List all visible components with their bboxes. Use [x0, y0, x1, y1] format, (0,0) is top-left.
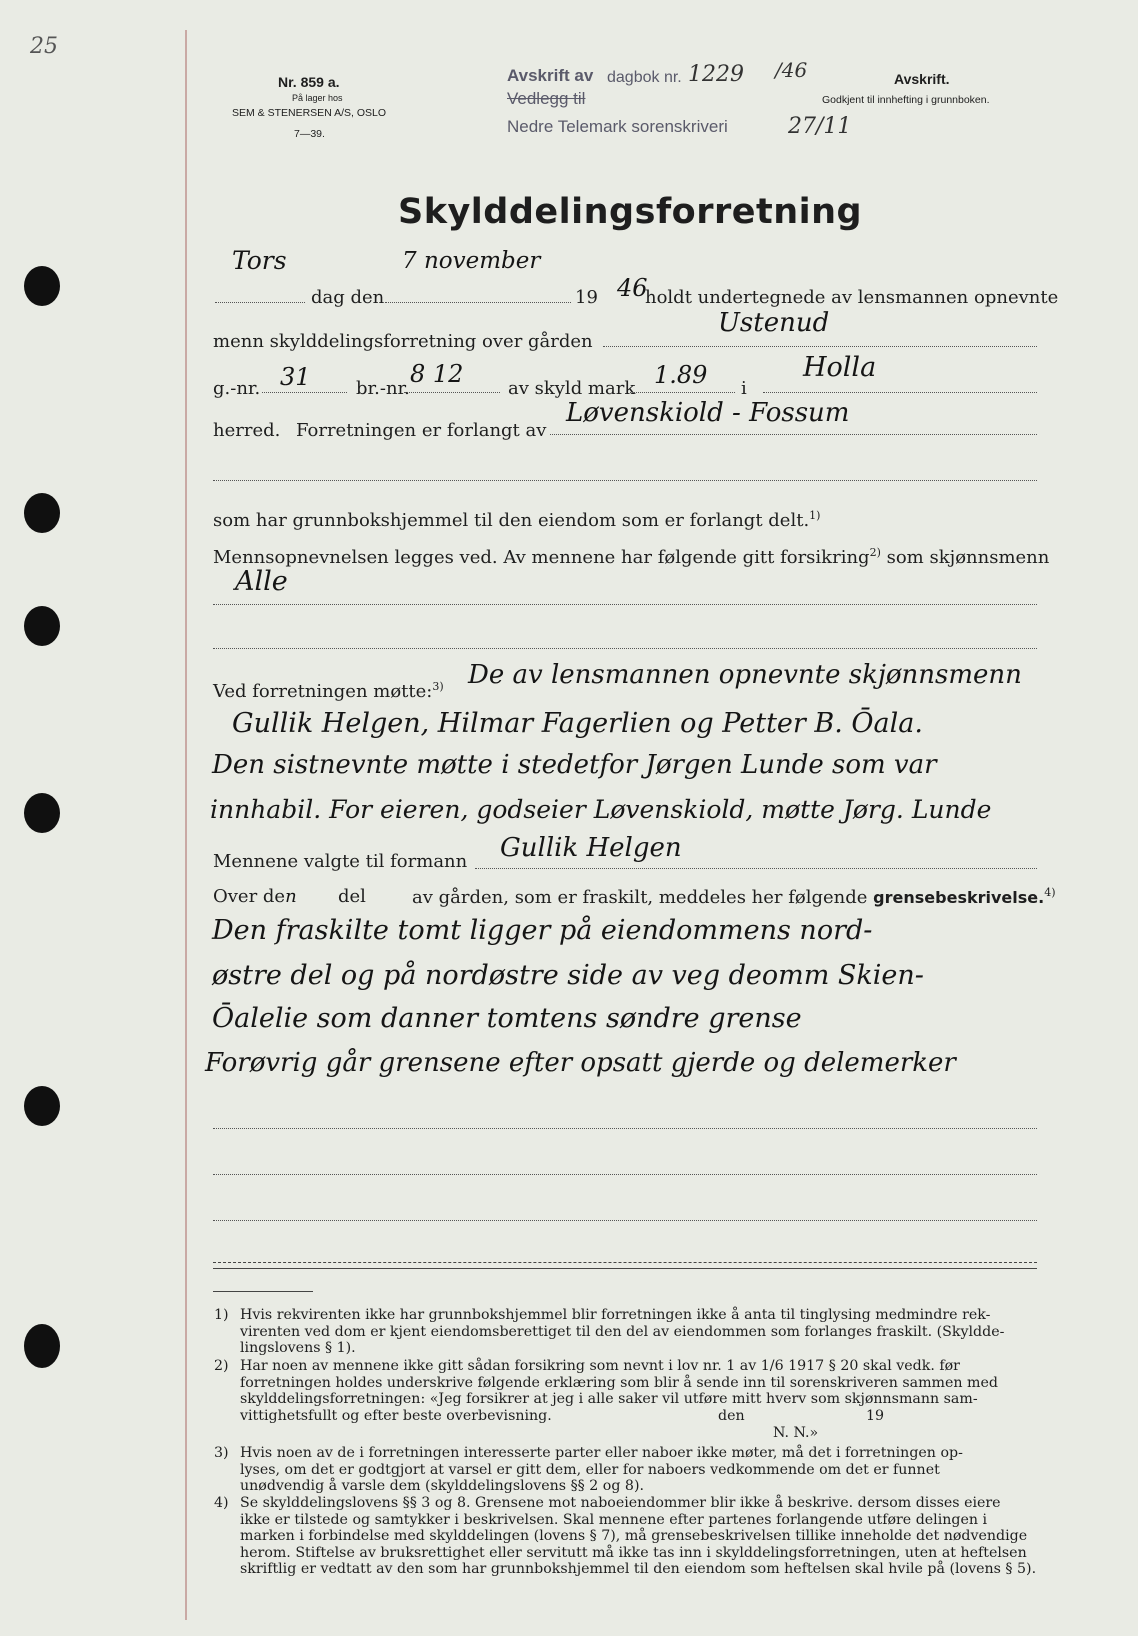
label-herred: herred.	[213, 420, 281, 441]
hw-requester: Løvenskiold - Fossum	[566, 398, 850, 428]
label-forlangt-av: Forretningen er forlangt av	[296, 420, 547, 441]
hw-desc-line-4: Forøvrig går grensene efter opsatt gjerde og delemerker	[205, 1048, 956, 1078]
page-title: Skylddelingsforretning	[398, 192, 863, 232]
punch-hole	[24, 493, 60, 533]
hw-attend-line-4: innhabil. For eieren, godseier Løvenskiold, møtte Jørg. Lunde	[210, 795, 992, 824]
footnote-2-signature: N. N.»	[773, 1425, 819, 1441]
hw-gnr: 31	[280, 363, 311, 391]
footnote-2-year: 19	[866, 1408, 885, 1424]
label-year-prefix: 19	[575, 287, 598, 308]
punch-hole	[24, 266, 60, 306]
label-fraskilt: av gården, som er fraskilt, meddeles her følgende grensebeskrivelse.$^{4)}$	[412, 886, 1056, 908]
hw-attend-line-1: De av lensmannen opnevnte skjønnsmenn	[468, 660, 1022, 690]
label-gnr: g.-nr.	[213, 378, 261, 399]
label-attended: Ved forretningen møtte:$^{3)}$	[213, 680, 444, 702]
footnote-2: 2) Har noen av mennene ikke gitt sådan forsikring som nevnt i lov nr. 1 av 1/6 1917 § 20 skal vedk. før forretningen holdes underskrive følgende erklæring som blir å sende inn til sorenskriveren sammen med skylddelingsforretningen: «Jeg forsikrer at jeg i alle saker vil utføre mitt hverv som skjønnsmann sam- vittighetsfullt og efter beste overbevisning.	[214, 1358, 998, 1424]
stamp-dagbok: dagbok nr.	[607, 69, 682, 86]
form-number: Nr. 859 a.	[278, 74, 340, 90]
hw-attend-line-3: Den sistnevnte møtte i stedetfor Jørgen Lunde som var	[212, 750, 937, 780]
label-brnr: br.-nr.	[356, 378, 410, 399]
stamp-journal-year: /46	[775, 58, 808, 82]
publisher-line-2: SEM & STENERSEN A/S, OSLO	[232, 107, 387, 119]
stamp-avskrift-av: Avskrift av	[507, 66, 594, 85]
label-skyld: av skyld mark	[508, 378, 636, 399]
label-mennsopnevnelsen: Mennsopnevnelsen legges ved. Av mennene har følgende gitt forsikring$^{2)}$ som skjønnsmenn	[213, 546, 1050, 568]
label-held: holdt undertegnede av lensmannen opnevnte	[645, 287, 1059, 308]
publisher-line-1: På lager hos	[292, 93, 343, 103]
label-grunnbokshjemmel: som har grunnbokshjemmel til den eiendom som er forlangt delt.$^{1)}$	[213, 509, 821, 531]
hw-men: Alle	[235, 566, 288, 597]
footnote-2-den: den	[718, 1408, 745, 1424]
label-i: i	[741, 378, 747, 399]
edition-code: 7—39.	[294, 128, 325, 140]
hw-weekday: Tors	[232, 246, 287, 275]
stamp-vedlegg: Vedlegg til	[507, 89, 586, 108]
stamp-court: Nedre Telemark sorenskriveri	[507, 117, 728, 136]
hw-brnr: 8 12	[410, 360, 464, 388]
punch-hole	[24, 606, 60, 646]
hw-desc-line-2: østre del og på nordøstre side av veg deomm Skien-	[212, 960, 924, 991]
corner-mark: 25	[30, 34, 58, 59]
hw-attend-line-2: Gullik Helgen, Hilmar Fagerlien og Petter B. Ōala.	[232, 708, 923, 739]
margin-rule	[185, 30, 187, 1620]
stamp-journal-number: 1229	[688, 62, 744, 87]
label-del: del	[338, 886, 366, 907]
punch-hole	[24, 1086, 60, 1126]
punch-hole	[24, 1324, 60, 1368]
label-chairman: Mennene valgte til formann	[213, 851, 468, 872]
label-dag-den: dag den	[311, 287, 385, 308]
stamp-date: 27/11	[788, 114, 852, 139]
avskrift-label: Avskrift.	[894, 71, 950, 87]
footnote-1: 1) Hvis rekvirenten ikke har grunnbokshjemmel blir forretningen ikke å anta til tinglysing medmindre rek- virenten ved dom er kjent eiendomsberettiget til den del av eiendommen som forlanges fraskilt. (Skyldde- lingslovens § 1).	[214, 1307, 1005, 1356]
punch-hole	[24, 793, 60, 833]
label-over-garden: menn skylddelingsforretning over gården	[213, 331, 593, 352]
hw-desc-line-1: Den fraskilte tomt ligger på eiendommens nord-	[212, 915, 873, 946]
hw-herred: Holla	[803, 352, 877, 383]
hw-skyld: 1.89	[654, 361, 708, 389]
hw-farm-name: Ustenud	[718, 308, 830, 338]
hw-date: 7 november	[402, 248, 541, 274]
hw-chairman: Gullik Helgen	[500, 833, 682, 863]
hw-year: 46	[617, 274, 648, 302]
label-over-den-del: Over den	[213, 886, 297, 907]
footnote-4: 4) Se skylddelingslovens §§ 3 og 8. Grensene mot naboeiendommer blir ikke å beskrive. dersom disses eiere ikke er tilstede og samtykker i beskrivelsen. Skal mennene efter partenes forlangende utføre delingen i marken i forbindelse med skylddelingen (lovens § 7), må grensebeskrivelsen tillike inneholde det nødvendige herom. Stiftelse av bruksrettighet eller servitutt må ikke tas inn i skylddelingsforretningen, uten at heftelsen skriftlig er vedtatt av den som har grunnbokshjemmel til den eiendom som heftelsen skal hvile på (lovens § 5).	[214, 1495, 1037, 1577]
hw-desc-line-3: Ōalelie som danner tomtens søndre grense	[212, 1003, 802, 1034]
footnote-3: 3) Hvis noen av de i forretningen interesserte parter eller naboer ikke møter, må det i forretningen op- lyses, om det er godtgjort at varsel er gitt dem, eller for naboers vedkommende om det er funnet unødvendig å varsle dem (skylddelingslovens §§ 2 og 8).	[214, 1445, 963, 1494]
avskrift-note: Godkjent til innhefting i grunnboken.	[822, 94, 990, 106]
